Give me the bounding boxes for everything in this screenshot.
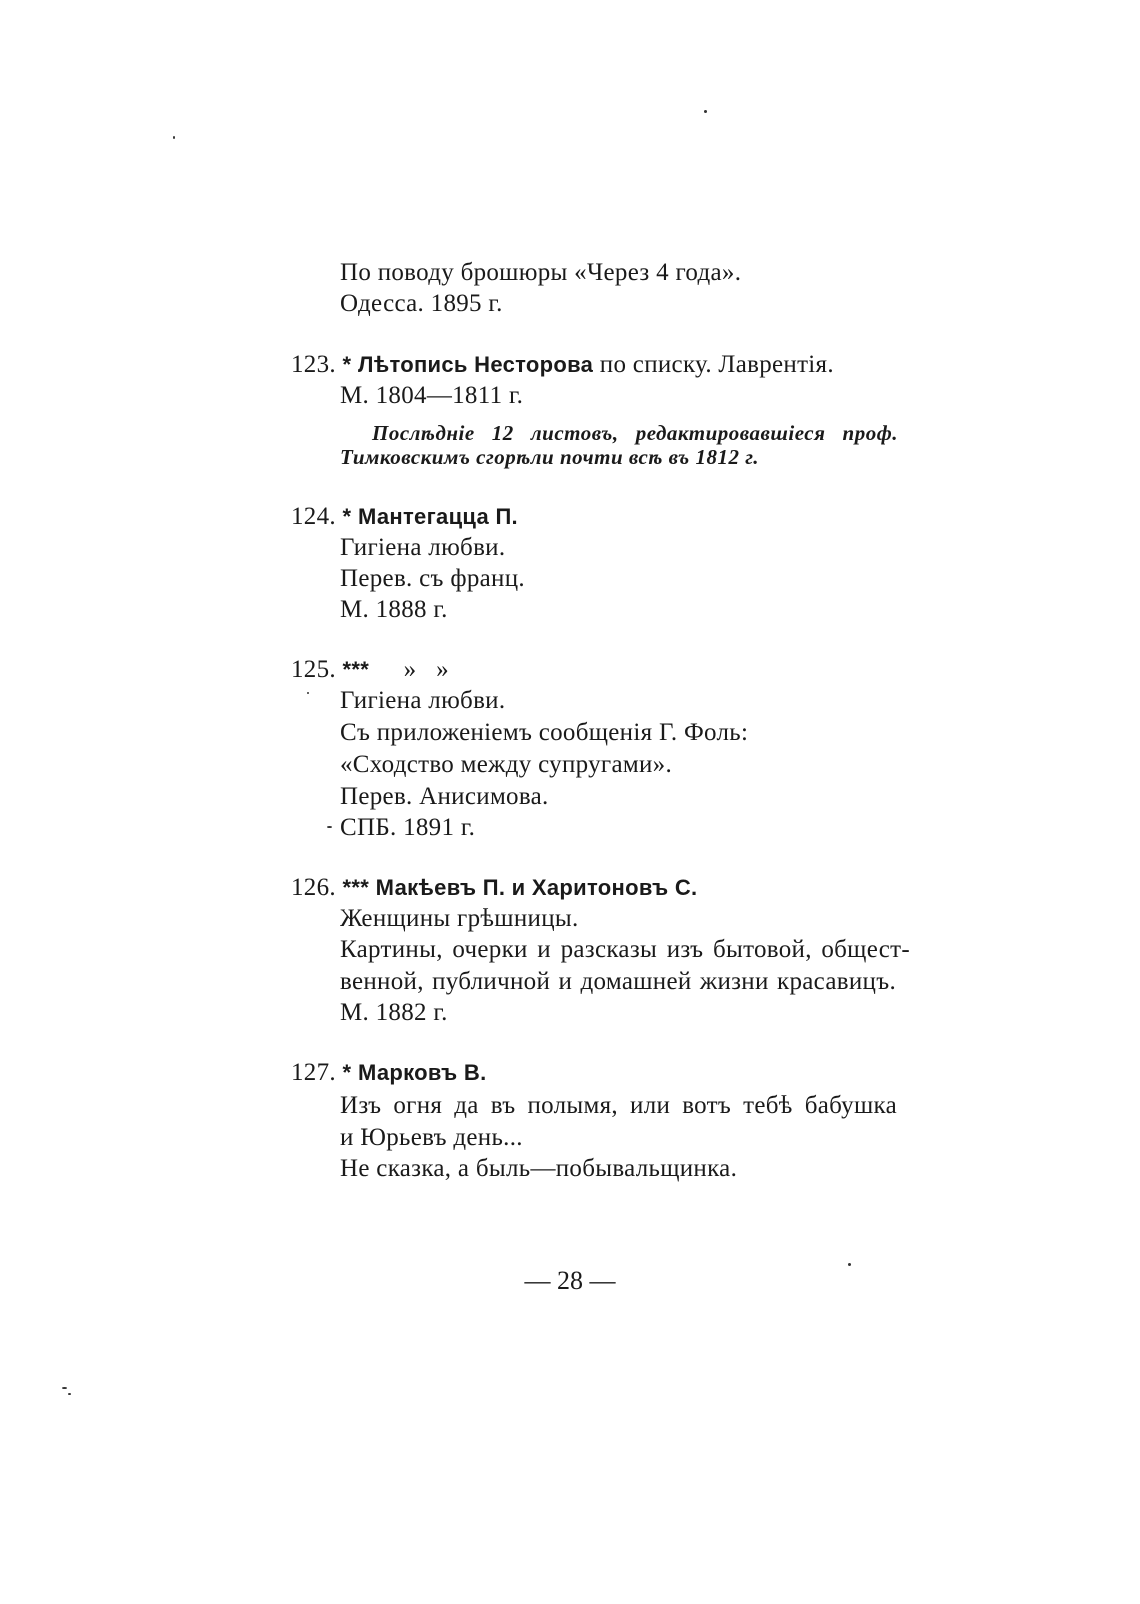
entry-number: 123. xyxy=(291,351,336,378)
entry-note: Послѣдніе 12 листовъ, редактировавшіеся проф. xyxy=(372,421,898,445)
entry-line: Не сказка, а быль—побывальщинка. xyxy=(340,1155,738,1182)
entry-heading xyxy=(291,1058,487,1088)
entry-mark: * xyxy=(342,1060,352,1085)
entry-author: Мантегацца П. xyxy=(357,504,518,529)
entry-line: Картины, очерки и разсказы изъ бытовой, общест- xyxy=(340,936,910,963)
entry-line: Перев. съ франц. xyxy=(340,565,525,592)
entry-line: и Юрьевъ день... xyxy=(340,1124,523,1151)
entry-number: 126. xyxy=(291,874,336,901)
entry-author: Макѣевъ П. и Харитоновъ С. xyxy=(375,875,698,900)
entry-mark: *** xyxy=(342,657,370,682)
intro-line: По поводу брошюры «Через 4 года». xyxy=(340,259,742,286)
intro-line: Одесса. 1895 г. xyxy=(340,290,503,317)
entry-line: Изъ огня да въ полымя, или вотъ тебѣ бабушка xyxy=(340,1092,897,1119)
print-speck xyxy=(307,692,309,694)
entry-line: Гигіена любви. xyxy=(340,687,506,714)
entry-mark: * xyxy=(342,352,352,377)
print-speck xyxy=(173,136,175,139)
entry-heading xyxy=(291,655,449,685)
print-speck xyxy=(327,826,332,828)
entry-line: Женщины грѣшницы. xyxy=(340,905,579,932)
entry-number: 125. xyxy=(291,656,336,683)
entry-line: Съ приложеніемъ сообщенія Г. Фоль: xyxy=(340,719,749,746)
entry-line: М. 1882 г. xyxy=(340,999,448,1026)
entry-line: М. 1804—1811 г. xyxy=(340,382,524,409)
entry-number: 127. xyxy=(291,1059,336,1086)
entry-line: «Сходство между супругами». xyxy=(340,751,673,778)
page-number: — 28 — xyxy=(524,1266,616,1295)
entry-line: Перев. Анисимова. xyxy=(340,783,549,810)
entry-number: 124. xyxy=(291,503,336,530)
entry-note: Тимковскимъ сгорѣли почти всѣ въ 1812 г. xyxy=(340,445,759,469)
entry-line: М. 1888 г. xyxy=(340,596,448,623)
entry-heading xyxy=(291,873,697,903)
entry-line: Гигіена любви. xyxy=(340,534,506,561)
entry-mark: *** xyxy=(342,875,370,900)
entry-heading xyxy=(291,350,834,380)
print-speck xyxy=(68,1393,71,1395)
entry-author: Лѣтопись Несторова xyxy=(357,352,594,377)
print-speck xyxy=(704,110,707,113)
entry-author: Марковъ В. xyxy=(357,1060,487,1085)
entry-line: СПБ. 1891 г. xyxy=(340,814,476,841)
print-speck xyxy=(62,1387,67,1389)
entry-line: венной, публичной и домашней жизни красавицъ. xyxy=(340,968,896,995)
entry-title: по списку. Лаврентія. xyxy=(599,351,834,378)
entry-mark: * xyxy=(342,504,352,529)
entry-ditto: » » xyxy=(403,656,449,683)
entry-heading xyxy=(291,502,518,532)
